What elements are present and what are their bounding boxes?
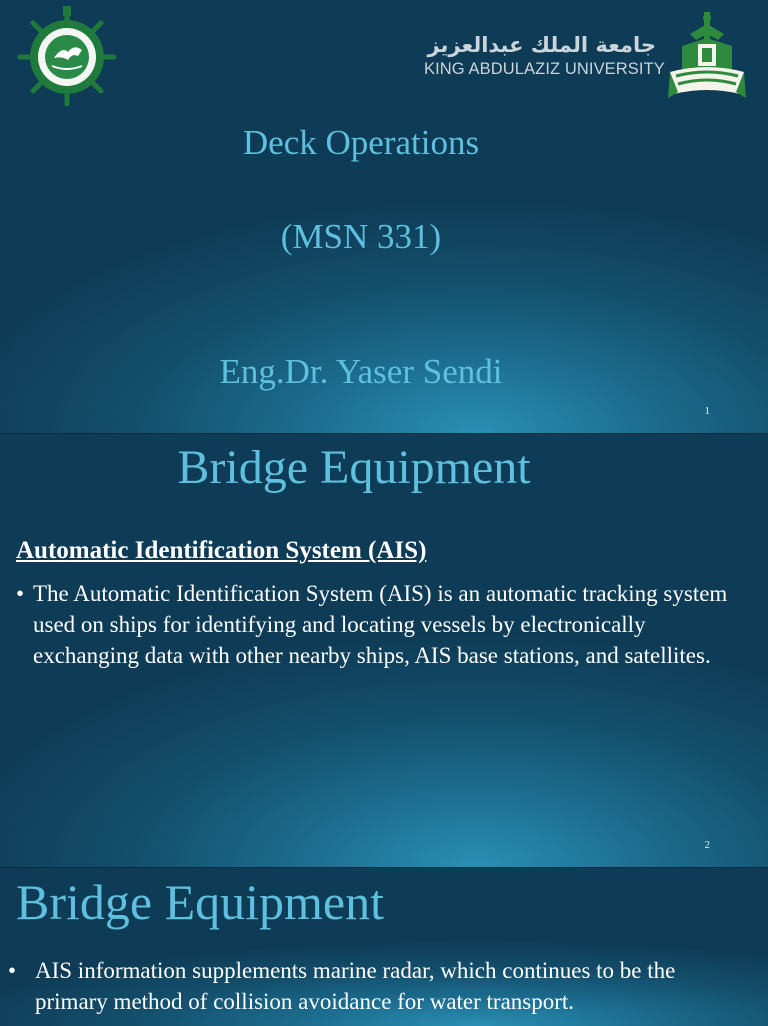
slide-title: Bridge Equipment — [16, 874, 384, 930]
author-name: Eng.Dr. Yaser Sendi — [219, 352, 503, 391]
slide-number: 2 — [704, 839, 710, 851]
slide-1 — [0, 0, 768, 433]
course-code: (MSN 331) — [280, 217, 442, 256]
slide-number: 1 — [704, 405, 710, 417]
bullet-item — [8, 955, 748, 1017]
university-logo-icon — [668, 10, 746, 102]
bullet-text: AIS information supplements marine radar, which continues to be the primary method of collision avoidance for water transport. — [35, 958, 676, 1014]
university-name-arabic: جامعة الملك عبدالعزيز — [427, 33, 656, 57]
university-name-english: KING ABDULAZIZ UNIVERSITY — [424, 60, 665, 78]
faculty-emblem-icon — [16, 6, 118, 108]
bullet-item — [16, 578, 746, 671]
section-heading: Automatic Identification System (AIS) — [16, 537, 427, 564]
bullet-text: The Automatic Identification System (AIS) is an automatic tracking system used on ships for identifying and locating vessels by electronically exchanging data with other nearby ships, AIS base stations, and satellites. — [33, 581, 728, 668]
bullet-icon: • — [8, 958, 17, 983]
course-title: Deck Operations — [242, 123, 480, 162]
bullet-icon: • — [16, 581, 25, 606]
slide-title: Bridge Equipment — [177, 441, 531, 494]
